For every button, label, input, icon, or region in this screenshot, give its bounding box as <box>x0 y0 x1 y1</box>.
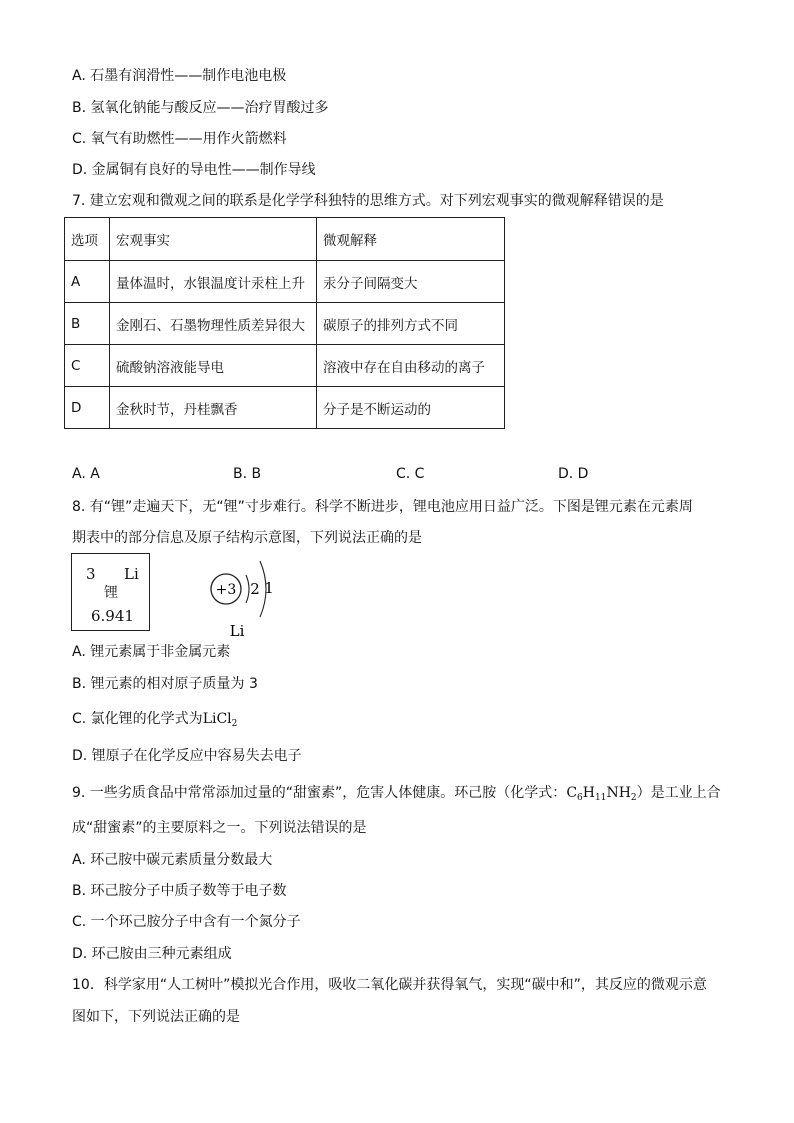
table-cell: 量体温时，水银温度计汞柱上升 <box>110 261 317 303</box>
shell-1-electrons: 2 <box>250 580 260 598</box>
table-row <box>65 387 505 429</box>
table-cell: 溶液中存在自由移动的离子 <box>317 345 505 387</box>
table-cell: 金刚石、石墨物理性质差异很大 <box>110 303 317 345</box>
table-header-cell: 宏观事实 <box>110 218 317 261</box>
formula-subscript: 2 <box>630 793 637 803</box>
shell-2-electrons: 1 <box>264 579 274 597</box>
q8-option-b: B. 锂元素的相对原子质量为 3 <box>72 676 258 692</box>
q9-option-a: A. 环己胺中碳元素质量分数最大 <box>72 852 273 868</box>
q7-option-c: C. C <box>396 466 425 482</box>
table-header-row <box>65 218 505 261</box>
q8-stem-line2: 期表中的部分信息及原子结构示意图，下列说法正确的是 <box>72 530 422 546</box>
q9-stem-post: ）是工业上合 <box>636 785 721 801</box>
q7-option-d: D. D <box>558 466 589 482</box>
q6-option-d: D. 金属铜有良好的导电性——制作导线 <box>72 162 316 178</box>
q6-option-b: B. 氢氧化钠能与酸反应——治疗胃酸过多 <box>72 100 329 116</box>
element-symbol: Li <box>124 565 139 583</box>
q7-table <box>64 217 505 429</box>
q10-stem-line1: 10．科学家用“人工树叶”模拟光合作用，吸收二氧化碳并获得氧气，实现“碳中和”，其反应的微观示意 <box>72 977 707 993</box>
electron-shell-1-arc <box>246 575 249 603</box>
table-cell: 硫酸钠溶液能导电 <box>110 345 317 387</box>
table-header-cell: 微观解释 <box>317 218 505 261</box>
q7-stem: 7. 建立宏观和微观之间的联系是化学学科独特的思维方式。对下列宏观事实的微观解释错误的是 <box>72 193 664 209</box>
table-cell: 金秋时节，丹桂飘香 <box>110 387 317 429</box>
table-cell: B <box>65 303 110 345</box>
q9-option-b: B. 环己胺分子中质子数等于电子数 <box>72 883 287 899</box>
q8-stem-line1: 8. 有“锂”走遍天下，无“锂”寸步难行。科学不断进步，锂电池应用日益广泛。下图是锂元素在元素周 <box>72 499 693 515</box>
table-cell: 汞分子间隔变大 <box>317 261 505 303</box>
table-cell: 分子是不断运动的 <box>317 387 505 429</box>
table-header-cell: 选项 <box>65 218 110 261</box>
table-row <box>65 261 505 303</box>
formula-subscript: 11 <box>594 793 607 803</box>
q8-option-c <box>72 709 237 734</box>
q7-options <box>72 466 712 486</box>
table-row <box>65 345 505 387</box>
chemical-formula-cyclohexylamine <box>566 785 636 801</box>
q9-option-d: D. 环己胺由三种元素组成 <box>72 946 232 962</box>
table-row <box>65 303 505 345</box>
table-cell: D <box>65 387 110 429</box>
q10-stem-line2: 图如下，下列说法正确的是 <box>72 1009 240 1025</box>
table-cell: A <box>65 261 110 303</box>
q8-option-a: A. 锂元素属于非金属元素 <box>72 644 231 660</box>
formula-subscript: 2 <box>231 719 238 729</box>
nucleus-charge: +3 <box>215 582 237 598</box>
table-cell: 碳原子的排列方式不同 <box>317 303 505 345</box>
atom-label: Li <box>229 622 245 640</box>
q7-option-a: A. A <box>72 466 100 482</box>
table-cell: C <box>65 345 110 387</box>
formula-text: LiCl <box>202 711 232 727</box>
q9-stem-line2: 成“甜蜜素”的主要原料之一。下列说法错误的是 <box>72 820 367 836</box>
q6-option-a: A. 石墨有润滑性——制作电池电极 <box>72 68 287 84</box>
q9-stem-line1 <box>72 783 721 808</box>
q6-option-c: C. 氧气有助燃性——用作火箭燃料 <box>72 131 287 147</box>
q9-option-c: C. 一个环己胺分子中含有一个氮分子 <box>72 914 301 930</box>
atomic-mass: 6.941 <box>91 607 134 625</box>
formula-subscript: 6 <box>577 793 583 803</box>
chemical-formula-licl2 <box>203 711 238 727</box>
q9-stem-pre: 9. 一些劣质食品中常常添加过量的“甜蜜素”，危害人体健康。环己胺（化学式： <box>72 785 567 801</box>
element-name: 锂 <box>104 585 118 601</box>
formula-element: H <box>582 785 595 801</box>
atomic-number: 3 <box>86 565 96 583</box>
atomic-structure-diagram <box>205 555 285 640</box>
q8-option-c-text: C. 氯化锂的化学式为 <box>72 711 203 727</box>
q8-option-d: D. 锂原子在化学反应中容易失去电子 <box>72 748 302 764</box>
formula-element: C <box>566 785 578 801</box>
periodic-table-cell <box>71 553 150 631</box>
formula-element: NH <box>606 785 631 801</box>
q7-option-b: B. B <box>233 466 262 482</box>
